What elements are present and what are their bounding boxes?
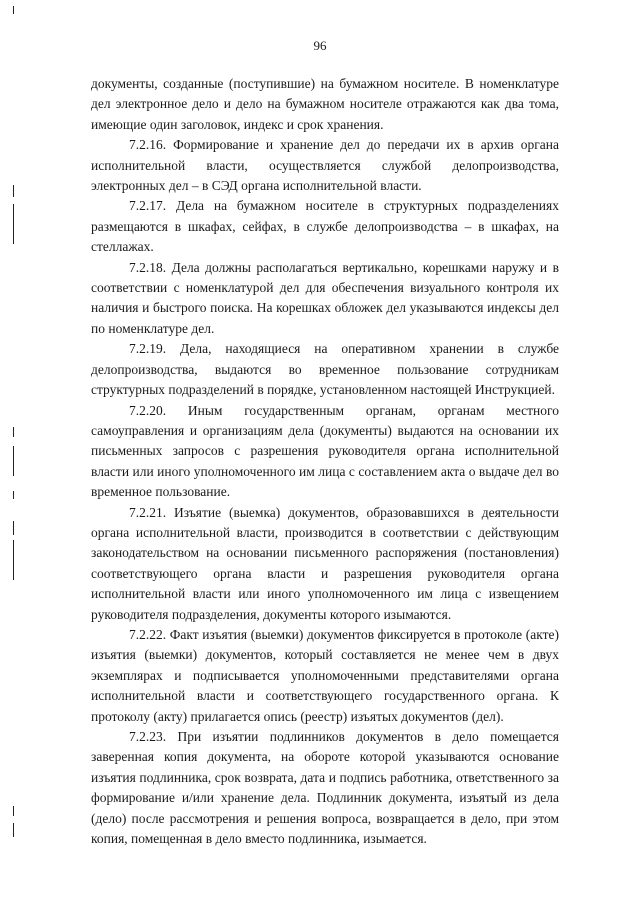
paragraph-continuation: документы, созданные (поступившие) на бумажном носителе. В номенклатуре дел электронное дело и дело на бумажном носителе отражаются как два тома, имеющие один заголовок, индекс и срок хранения. [91, 76, 559, 132]
page-number: 96 [313, 38, 327, 53]
margin-mark [13, 491, 14, 499]
margin-mark [13, 540, 14, 580]
paragraph-7-2-22: 7.2.22. Факт изъятия (выемки) документов фиксируется в протоколе (акте) изъятия (выемки) документов, который составляется не менее чем в двух экземплярах и подписывается уполномоченными представителями органа исполнительной власти и соответствующего государственного органа. К протоколу (акту) прилагается опись (реестр) изъятых документов (дел). [91, 626, 559, 724]
margin-mark [13, 823, 14, 837]
paragraph-7-2-20: 7.2.20. Иным государственным органам, органам местного самоуправления и организациям дела (документы) выдаются на основании их письменных запросов с разрешения руководителя органа исполнительной власти или иного уполномоченного им лица с составлением акта о выдаче дел во временное пользование. [91, 402, 559, 500]
margin-mark [13, 806, 14, 816]
paragraph-7-2-23: 7.2.23. При изъятии подлинников документов в дело помещается заверенная копия документа, на обороте которой указываются основание изъятия подлинника, срок возврата, дата и подпись работника, ответственного за формирование и/или хранение дела. Подлинник документа, изъятый из дела (дело) после рассмотрения и решения вопроса, возвращается в дело, при этом копия, помещенная в дело вместо подлинника, изымается. [91, 729, 559, 847]
paragraph-7-2-19: 7.2.19. Дела, находящиеся на оперативном хранении в службе делопроизводства, выдаются во временное пользование сотрудникам структурных подразделений в порядке, установленном настоящей Инструкцией. [91, 341, 559, 398]
paragraph-7-2-18: 7.2.18. Дела должны располагаться вертикально, корешками наружу и в соответствии с номенклатурой дел для обеспечения визуального контроля их наличия и быстрого поиска. На корешках обложек дел указываются индексы дел по номенклатуре дел. [91, 259, 559, 336]
margin-mark [13, 185, 14, 197]
document-body [91, 74, 559, 849]
margin-mark [13, 427, 14, 437]
margin-mark [13, 446, 14, 476]
margin-mark [13, 204, 14, 244]
paragraph-7-2-16: 7.2.16. Формирование и хранение дел до передачи их в архив органа исполнительной власти, осуществляется службой делопроизводства, электронных дел – в СЭД органа исполнительной власти. [91, 137, 559, 194]
margin-mark [13, 6, 14, 14]
paragraph-7-2-21: 7.2.21. Изъятие (выемка) документов, образовавшихся в деятельности органа исполнительной власти, производится в соответствии с действующим законодательством на основании письменного распоряжения (постановления) соответствующего органа власти и разрешения руководителя органа исполнительной власти или иного уполномоченного им лица с извещением руководителя подразделения, документы которого изымаются. [91, 504, 559, 622]
paragraph-7-2-17: 7.2.17. Дела на бумажном носителе в структурных подразделениях размещаются в шкафах, сейфах, в службе делопроизводства – в шкафах, на стеллажах. [91, 198, 559, 255]
margin-mark [13, 521, 14, 535]
